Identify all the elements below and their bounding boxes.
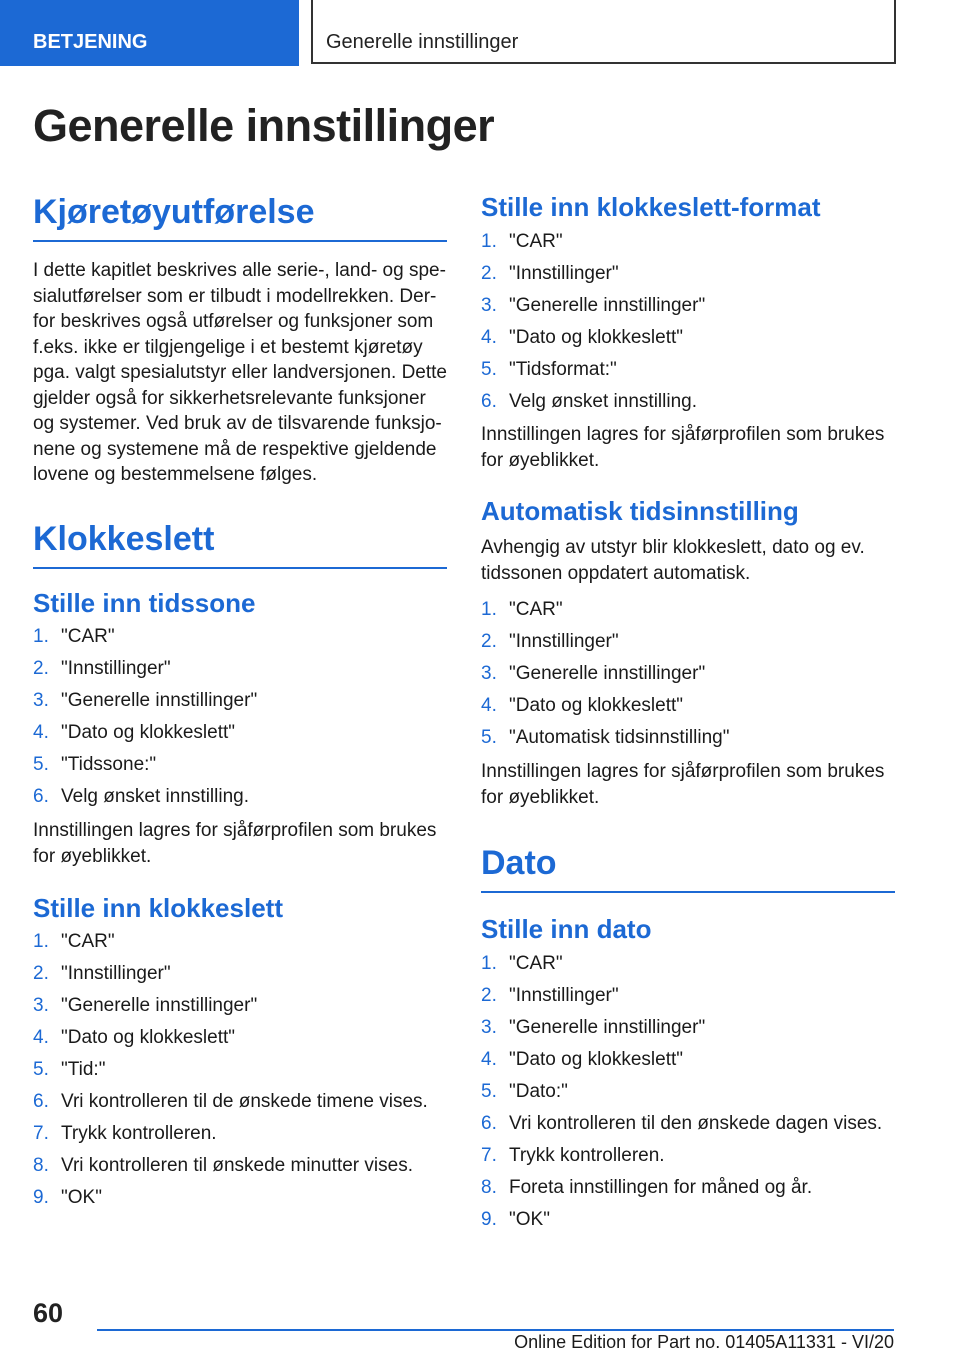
list-item (481, 1044, 895, 1076)
step-number: 4. (481, 1049, 497, 1070)
step-text: "Tidsformat:" (509, 359, 617, 380)
step-text: "Tid:" (61, 1059, 106, 1080)
step-number: 2. (481, 263, 497, 284)
step-text: Trykk kontrolleren. (509, 1145, 665, 1166)
subheading-time-format: Stille inn klokkeslett-format (481, 192, 821, 222)
step-number: 2. (33, 963, 49, 984)
step-text: "Innstillinger" (61, 963, 171, 984)
step-number: 9. (481, 1209, 497, 1230)
step-number: 8. (33, 1155, 49, 1176)
step-number: 1. (481, 953, 497, 974)
list-item (33, 926, 447, 958)
timezone-note: Innstillingen lagres for sjåførprofilen som brukes for øyeblikket. (33, 820, 437, 867)
step-number: 1. (33, 626, 49, 647)
list-item (481, 980, 895, 1012)
step-number: 2. (481, 631, 497, 652)
step-text: "CAR" (509, 953, 563, 974)
subheading-date: Stille inn dato (481, 914, 652, 944)
list-item (481, 690, 895, 722)
list-item (481, 1076, 895, 1108)
step-number: 9. (33, 1187, 49, 1208)
vehicle-description: I dette kapitlet beskrives alle serie-, land- og spesialutførelser som er tilbudt i modellrekken. Derfor beskrives også utførelser og funksjoner som f.eks. ikke er tilgjengelige i et bestemt kjøretøy pga. valgt spesialutstyr eller landversjonen. Dette gjelder også for sikkerhetsrelevante funksjoner og systemer. Ved bruk av de tilsvarende funksjonene og systemene må de respektive gjeldende lovene og bestemmelsene følges. (33, 260, 448, 485)
step-text: "Innstillinger" (509, 985, 619, 1006)
time-steps (33, 926, 447, 1214)
edition-note: Online Edition for Part no. 01405A11331 - VI/20 (514, 1332, 894, 1352)
step-number: 3. (481, 295, 497, 316)
date-steps (481, 948, 895, 1236)
step-number: 5. (481, 1081, 497, 1102)
time-format-steps (481, 226, 895, 418)
list-item (481, 1172, 895, 1204)
auto-time-intro: Avhengig av utstyr blir klokkeslett, dato og ev. tidssonen oppdatert automatisk. (481, 537, 865, 584)
step-number: 4. (481, 327, 497, 348)
step-text: "Dato og klokkeslett" (509, 695, 684, 716)
list-item (33, 749, 447, 781)
step-text: Velg ønsket innstilling. (61, 786, 249, 807)
section-heading-vehicle: Kjøretøyutførelse (33, 193, 447, 242)
step-number: 2. (33, 658, 49, 679)
list-item (481, 626, 895, 658)
step-number: 8. (481, 1177, 497, 1198)
step-number: 5. (481, 727, 497, 748)
step-number: 5. (33, 1059, 49, 1080)
step-text: "CAR" (61, 931, 115, 952)
step-number: 4. (481, 695, 497, 716)
step-text: Vri kontrolleren til de ønskede timene vises. (61, 1091, 428, 1112)
list-item (33, 1054, 447, 1086)
step-text: Foreta innstillingen for måned og år. (509, 1177, 813, 1198)
step-number: 6. (481, 391, 497, 412)
step-text: Vri kontrolleren til ønskede minutter vises. (61, 1155, 413, 1176)
step-text: "Generelle innstillinger" (61, 690, 258, 711)
step-text: "CAR" (61, 626, 115, 647)
step-text: "Dato og klokkeslett" (61, 722, 236, 743)
step-text: "Dato og klokkeslett" (61, 1027, 236, 1048)
section-heading-date: Dato (481, 844, 895, 893)
step-number: 5. (33, 754, 49, 775)
page-number: 60 (33, 1298, 64, 1328)
list-item (481, 1140, 895, 1172)
section-heading-clock: Klokkeslett (33, 520, 447, 569)
time-format-note: Innstillingen lagres for sjåførprofilen som brukes for øyeblikket. (481, 424, 885, 471)
subheading-auto-time: Automatisk tidsinnstilling (481, 496, 799, 526)
list-item (33, 990, 447, 1022)
list-item (481, 948, 895, 980)
step-text: Vri kontrolleren til den ønskede dagen vises. (509, 1113, 883, 1134)
step-text: "CAR" (509, 599, 563, 620)
list-item (481, 722, 895, 754)
step-number: 5. (481, 359, 497, 380)
list-item (481, 594, 895, 626)
list-item (33, 653, 447, 685)
step-text: "Generelle innstillinger" (509, 295, 706, 316)
step-number: 3. (33, 995, 49, 1016)
step-number: 1. (481, 231, 497, 252)
timezone-steps (33, 621, 447, 813)
step-text: "OK" (61, 1187, 102, 1208)
page-title: Generelle innstillinger (33, 100, 495, 151)
list-item (33, 1022, 447, 1054)
step-number: 1. (481, 599, 497, 620)
subheading-timezone: Stille inn tidssone (33, 588, 256, 618)
list-item (481, 1012, 895, 1044)
step-text: Velg ønsket innstilling. (509, 391, 697, 412)
step-text: "Automatisk tidsinnstilling" (509, 727, 730, 748)
auto-time-note: Innstillingen lagres for sjåførprofilen som brukes for øyeblikket. (481, 761, 885, 808)
section-tab: BETJENING (0, 0, 299, 66)
step-text: "Generelle innstillinger" (509, 663, 706, 684)
step-text: "Dato:" (509, 1081, 568, 1102)
footer-divider (97, 1329, 894, 1331)
list-item (33, 1118, 447, 1150)
list-item (481, 1204, 895, 1236)
auto-time-steps (481, 594, 895, 754)
subheading-time: Stille inn klokkeslett (33, 893, 283, 923)
step-text: "Dato og klokkeslett" (509, 1049, 684, 1070)
step-text: "Generelle innstillinger" (509, 1017, 706, 1038)
step-number: 6. (481, 1113, 497, 1134)
step-text: "Generelle innstillinger" (61, 995, 258, 1016)
list-item (33, 1182, 447, 1214)
step-number: 6. (33, 1091, 49, 1112)
list-item (33, 685, 447, 717)
step-text: "Innstillinger" (509, 263, 619, 284)
step-number: 3. (481, 663, 497, 684)
step-number: 7. (33, 1123, 49, 1144)
topic-tab: Generelle innstillinger (311, 0, 896, 64)
step-number: 2. (481, 985, 497, 1006)
step-number: 4. (33, 1027, 49, 1048)
step-number: 7. (481, 1145, 497, 1166)
step-text: "Innstillinger" (61, 658, 171, 679)
list-item (33, 781, 447, 813)
step-text: "Dato og klokkeslett" (509, 327, 684, 348)
list-item (481, 1108, 895, 1140)
list-item (481, 386, 895, 418)
step-text: "CAR" (509, 231, 563, 252)
list-item (33, 717, 447, 749)
list-item (33, 621, 447, 653)
step-text: "Tidssone:" (61, 754, 157, 775)
list-item (481, 290, 895, 322)
step-number: 6. (33, 786, 49, 807)
page-header (0, 0, 960, 66)
list-item (481, 258, 895, 290)
list-item (33, 1086, 447, 1118)
list-item (481, 226, 895, 258)
step-text: Trykk kontrolleren. (61, 1123, 217, 1144)
step-text: "Innstillinger" (509, 631, 619, 652)
list-item (481, 658, 895, 690)
list-item (481, 322, 895, 354)
step-number: 4. (33, 722, 49, 743)
list-item (33, 958, 447, 990)
step-text: "OK" (509, 1209, 550, 1230)
step-number: 3. (481, 1017, 497, 1038)
step-number: 3. (33, 690, 49, 711)
list-item (33, 1150, 447, 1182)
step-number: 1. (33, 931, 49, 952)
list-item (481, 354, 895, 386)
